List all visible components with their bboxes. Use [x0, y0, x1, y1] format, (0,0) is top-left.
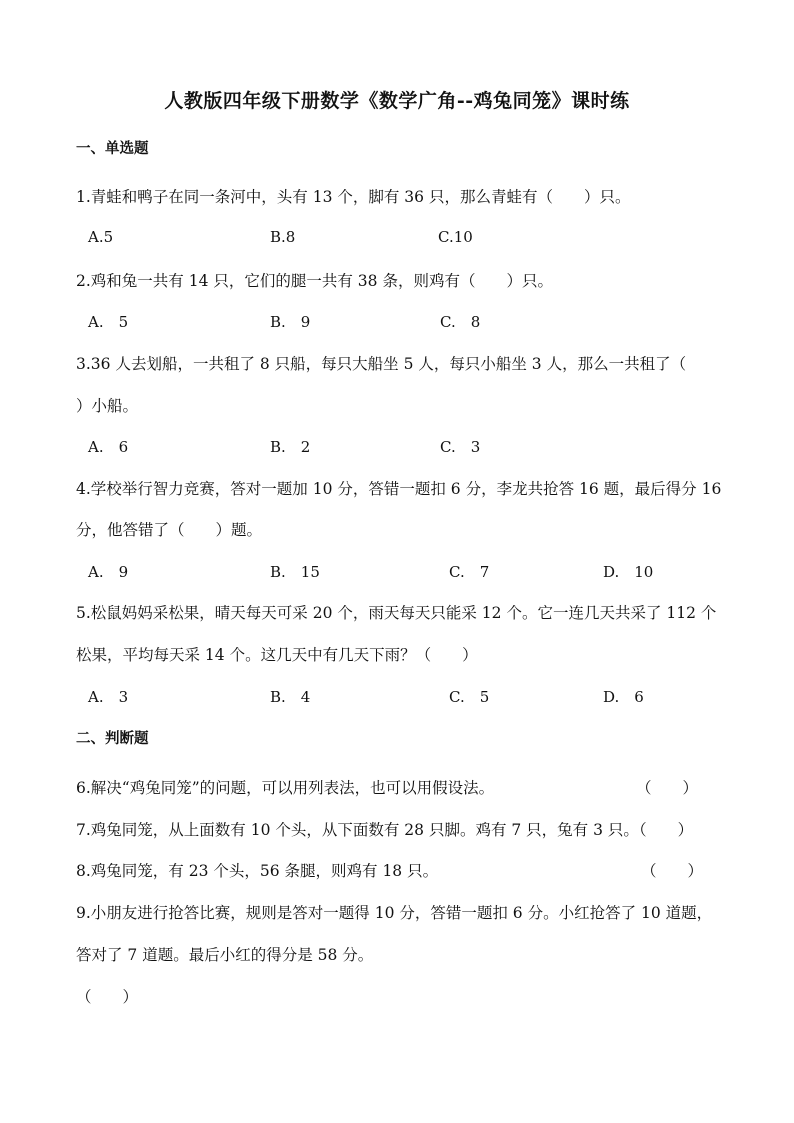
question-5-option-b[interactable]: B. 4: [270, 688, 311, 706]
question-1-option-c[interactable]: C.10: [438, 228, 473, 246]
question-9-text-line-1: 9.小朋友进行抢答比赛，规则是答对一题得 10 分，答错一题扣 6 分。小红抢答了 10 道题，: [76, 904, 713, 922]
question-1-option-a[interactable]: A.5: [88, 228, 114, 246]
question-8-text: 8.鸡兔同笼，有 23 个头，56 条腿，则鸡有 18 只。: [76, 862, 439, 880]
question-4-option-c[interactable]: C. 7: [449, 563, 490, 581]
question-4-option-d[interactable]: D. 10: [603, 563, 654, 581]
question-3-option-c[interactable]: C. 3: [440, 438, 481, 456]
question-1-option-b[interactable]: B.8: [270, 228, 296, 246]
question-3-option-b[interactable]: B. 2: [270, 438, 311, 456]
question-4-text-line-1: 4.学校举行智力竞赛，答对一题加 10 分，答错一题扣 6 分，李龙共抢答 16 题，最后得分 16: [76, 480, 722, 498]
question-6-answer-paren[interactable]: （ ）: [636, 779, 699, 797]
question-3-text-line-2: ）小船。: [76, 397, 139, 415]
question-2-option-a[interactable]: A. 5: [88, 313, 129, 331]
question-5-text-line-1: 5.松鼠妈妈采松果，晴天每天可采 20 个，雨天每天只能采 12 个。它一连几天共采了 112 个: [76, 604, 717, 622]
question-9-text-line-2: 答对了 7 道题。最后小红的得分是 58 分。: [76, 946, 374, 964]
question-5-option-d[interactable]: D. 6: [603, 688, 644, 706]
question-4-option-b[interactable]: B. 15: [270, 563, 320, 581]
question-4-text-line-2: 分，他答错了（ ）题。: [76, 521, 263, 539]
question-5-text-line-2: 松果，平均每天采 14 个。这几天中有几天下雨？（ ）: [76, 646, 478, 664]
question-2-option-b[interactable]: B. 9: [270, 313, 311, 331]
question-7-text: 7.鸡兔同笼，从上面数有 10 个头，从下面数有 28 只脚。鸡有 7 只，兔有 3 只。（ ）: [76, 821, 694, 839]
question-6-text: 6.解决“鸡兔同笼”的问题，可以用列表法，也可以用假设法。: [76, 779, 495, 797]
question-3-text-line-1: 3.36 人去划船，一共租了 8 只船，每只大船坐 5 人，每只小船坐 3 人，那么一共租了（: [76, 355, 687, 373]
question-2-text: 2.鸡和兔一共有 14 只，它们的腿一共有 38 条，则鸡有（ ）只。: [76, 272, 553, 290]
question-1-text: 1.青蛙和鸭子在同一条河中，头有 13 个，脚有 36 只，那么青蛙有（ ）只。: [76, 188, 631, 206]
section-heading-true-false: 二、判断题: [76, 730, 149, 747]
question-3-option-a[interactable]: A. 6: [88, 438, 129, 456]
question-2-option-c[interactable]: C. 8: [440, 313, 481, 331]
section-heading-single-choice: 一、单选题: [76, 140, 149, 157]
question-5-option-a[interactable]: A. 3: [88, 688, 129, 706]
question-5-option-c[interactable]: C. 5: [449, 688, 490, 706]
question-9-answer-paren[interactable]: （ ）: [76, 988, 139, 1006]
question-4-option-a[interactable]: A. 9: [88, 563, 129, 581]
question-8-answer-paren[interactable]: （ ）: [641, 862, 704, 880]
page-title: 人教版四年级下册数学《数学广角--鸡兔同笼》课时练: [164, 90, 630, 112]
